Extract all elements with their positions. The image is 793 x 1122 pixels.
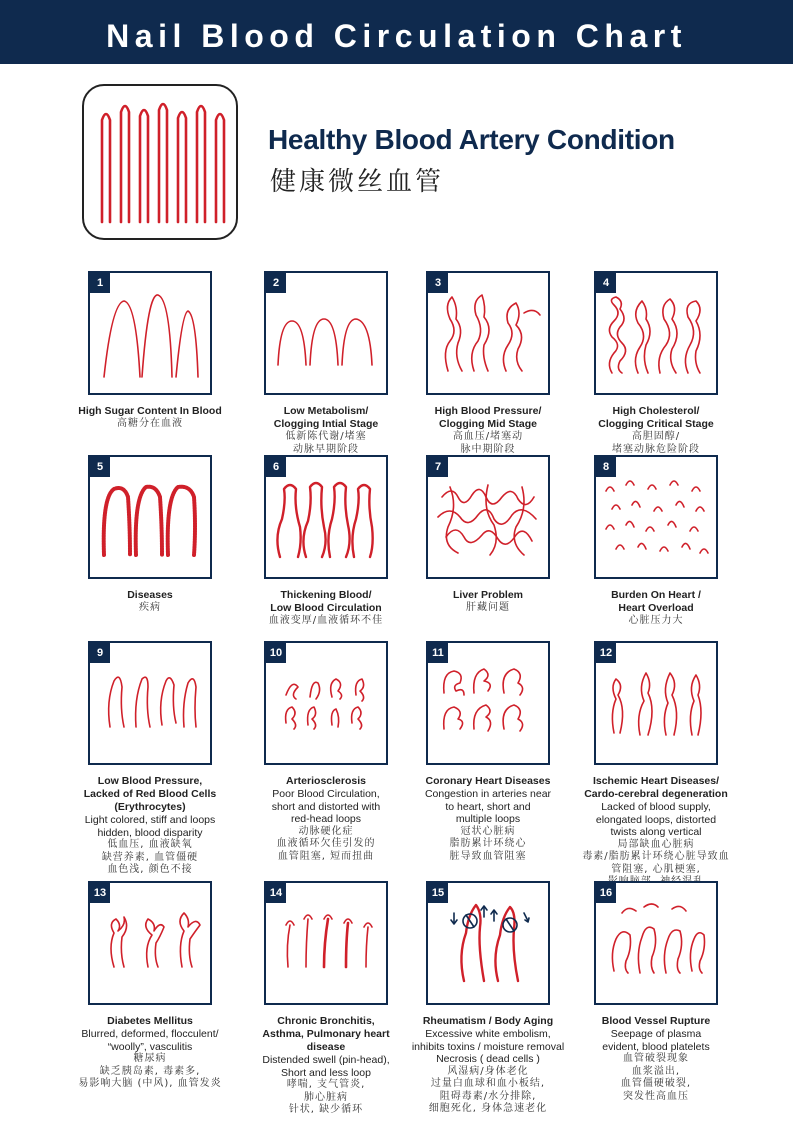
card-cn: 低血压, 血液缺氧 缺营养素, 血管僵硬 血色浅, 颜色不接 [101,839,199,875]
card-title: Ischemic Heart Diseases/ Cardo-cerebral degeneration [584,775,728,800]
card-title: Diseases [127,589,173,601]
card-title: Coronary Heart Diseases [425,775,551,787]
card-illustration [426,271,550,395]
card-cn: 心脏压力大 [628,615,684,626]
card-6 [244,455,408,628]
card-cn: 冠状心脏病 脂肪累计环绕心 脏导致血管阻塞 [449,825,527,862]
card-number: 5 [90,457,110,477]
card-cn: 局部缺血心脏病 毒素/脂肪累计环绕心脏导致血 管阻塞, 心肌梗塞, [582,838,730,875]
card-cn: 糖尿病 缺乏胰岛素, 毒素多, 易影响大脑 (中风), 血管发炎 [78,1053,222,1089]
card-title: Rheumatism / Body Aging [422,1015,554,1027]
card-9 [68,641,232,877]
page-header [0,0,793,64]
card-illustration [264,455,388,579]
card-title: High Cholesterol/ Clogging Critical Stage [598,405,714,430]
card-number: 9 [90,643,110,663]
card-illustration [88,271,212,395]
card-number: 7 [428,457,448,477]
card-5 [68,455,232,615]
card-cn: 风湿病/身体老化 过量白血球和血小板结, 阻碍毒素/水分排除, 细胞死化, 身体急速老化 [428,1065,548,1114]
card-desc: Blurred, deformed, flocculent/ “woolly”, vasculitis [81,1028,219,1053]
card-number: 1 [90,273,110,293]
card-15 [406,881,570,1116]
card-illustration [264,881,388,1005]
hero-title-cn: 健康微丝血管 [270,167,445,197]
card-1 [68,271,232,431]
card-number: 10 [266,643,286,663]
card-cn: 哮喘, 支气管炎, 肺心脏病 针状, 缺少循环 [286,1079,366,1115]
card-number: 13 [90,883,110,903]
card-title: High Sugar Content In Blood [78,405,222,417]
card-illustration [594,271,718,395]
card-3 [406,271,570,456]
card-desc: Excessive white embolism, inhibits toxins / moisture removal Necrosis ( dead cells ) [411,1028,565,1065]
card-number: 4 [596,273,616,293]
healthy-artery-illustration [82,84,238,240]
card-cn: 低新陈代谢/堵塞 动脉早期阶段 [285,431,367,455]
card-illustration [88,455,212,579]
card-illustration [426,881,550,1005]
page-title: Nail Blood Circulation Chart [106,18,687,54]
card-illustration [594,881,718,1005]
card-number: 12 [596,643,616,663]
card-illustration [88,881,212,1005]
card-desc: Congestion in arteries near to heart, short and multiple loops [424,788,552,825]
card-cn: 高血压/堵塞动 脉中期阶段 [452,431,524,455]
card-title: Thickening Blood/ Low Blood Circulation [270,589,382,614]
card-12 [574,641,738,889]
card-number: 15 [428,883,448,903]
hero-title-en: Healthy Blood Artery Condition [268,124,675,155]
card-illustration [426,641,550,765]
card-cn: 动脉硬化症 血液循环欠佳引发的 血管阻塞, 短而扭曲 [276,825,376,862]
card-8 [574,455,738,628]
card-11 [406,641,570,863]
card-number: 14 [266,883,286,903]
card-illustration [594,455,718,579]
card-title: Blood Vessel Rupture [601,1015,711,1027]
card-number: 3 [428,273,448,293]
card-desc: Light colored, stiff and loops hidden, blood disparity [84,814,216,839]
card-number: 8 [596,457,616,477]
card-cn: 疾病 [139,602,161,613]
card-title: Low Blood Pressure, Lacked of Red Blood Cells (Erythrocytes) [83,775,217,813]
card-title: Diabetes Mellitus [107,1015,193,1027]
card-number: 2 [266,273,286,293]
card-number: 6 [266,457,286,477]
card-illustration [426,455,550,579]
card-cn: 肝藏问题 [466,602,510,613]
card-number: 16 [596,883,616,903]
card-title: High Blood Pressure/ Clogging Mid Stage [434,405,542,430]
card-cn: 高胆固醇/ 堵塞动脉危险阶段 [612,431,700,455]
card-16 [574,881,738,1103]
card-title: Liver Problem [452,589,524,601]
card-title: Burden On Heart / Heart Overload [611,589,701,614]
card-14 [244,881,408,1117]
card-desc: Poor Blood Circulation, short and distorted with red-head loops [271,788,381,825]
card-cn: 高糖分在血液 [117,418,183,429]
card-illustration [88,641,212,765]
card-7 [406,455,570,615]
card-title: Chronic Bronchitis, Asthma, Pulmonary heart disease [262,1015,390,1053]
card-2 [244,271,408,456]
card-4 [574,271,738,456]
card-illustration [264,271,388,395]
card-illustration [264,641,388,765]
card-13 [68,881,232,1091]
card-desc: Lacked of blood supply, elongated loops, distorted twists along vertical [595,801,717,838]
card-title: Low Metabolism/ Clogging Intial Stage [273,405,379,430]
card-desc: Distended swell (pin-head), Short and less loop [262,1054,390,1079]
card-title: Arteriosclerosis [286,775,366,787]
card-cn: 血液变厚/血液循环不佳 [268,615,384,626]
card-desc: Seepage of plasma evident, blood platelets [602,1028,710,1053]
card-illustration [594,641,718,765]
card-10 [244,641,408,863]
card-number: 11 [428,643,448,663]
card-cn: 血管破裂现象 血浆溢出, 血管僵硬破裂, 突发性高血压 [620,1053,692,1102]
